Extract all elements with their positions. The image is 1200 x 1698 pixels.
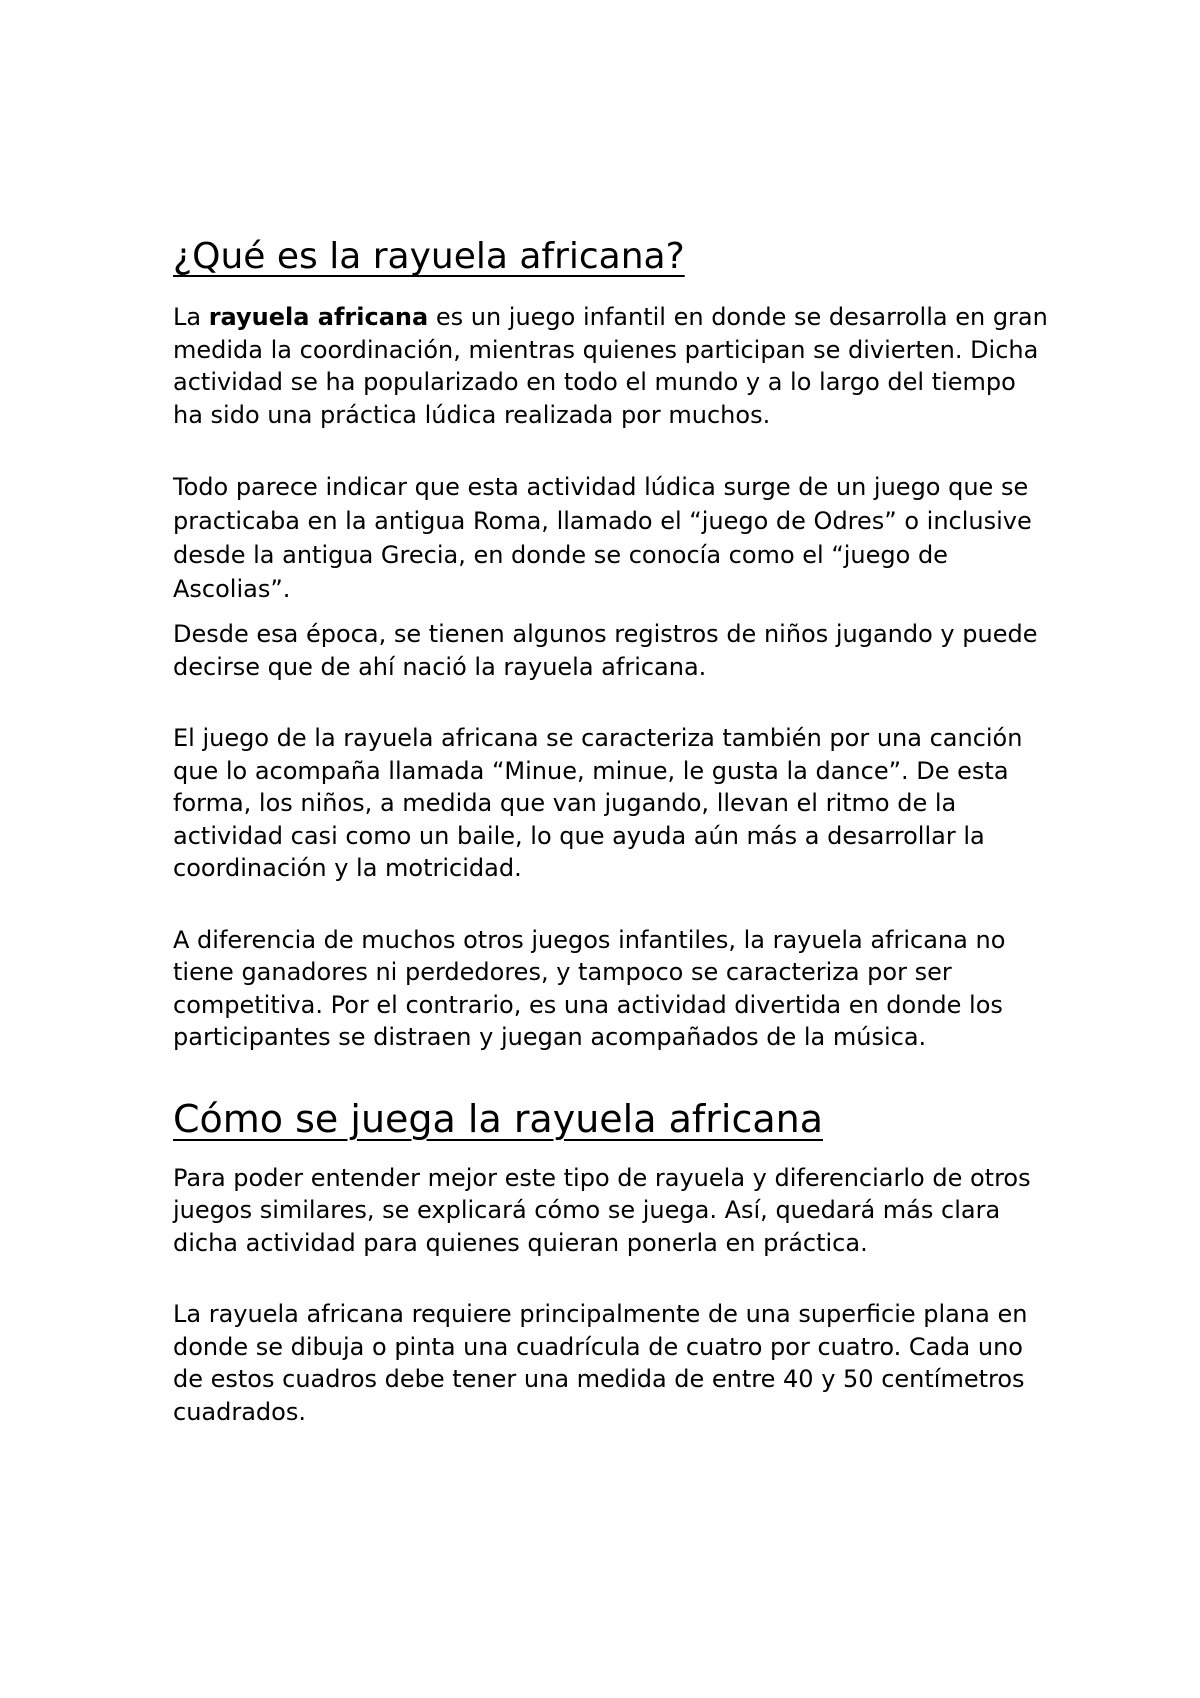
paragraph-intro-lead: La <box>173 303 209 331</box>
document-body <box>173 232 1053 1428</box>
heading-como-se-juega: Cómo se juega la rayuela africana <box>173 1096 823 1141</box>
paragraph-diferencia: A diferencia de muchos otros juegos infantiles, la rayuela africana no tiene ganadores ni perdedores, y tampoco se caracteriza por ser competitiva. Por el contrario, es una actividad divertida en donde los participantes se distraen y juegan acompañados de la música. <box>173 925 1006 1051</box>
paragraph-explicacion: Para poder entender mejor este tipo de rayuela y diferenciarlo de otros juegos similares, se explicará cómo se juega. Así, quedará más clara dicha actividad para quienes quieran ponerla en práctica. <box>173 1163 1031 1257</box>
term-rayuela-africana: rayuela africana <box>208 303 429 331</box>
paragraph-intro-rest: es un juego infantil en donde se desarrolla en gran medida la coordinación, mientras quienes participan se divierten. Dicha actividad se ha popularizado en todo el mundo y a lo largo del tiempo ha sido una práctica lúdica realizada por muchos. <box>173 303 1048 429</box>
paragraph-origen: Todo parece indicar que esta actividad lúdica surge de un juego que se practicaba en la antigua Roma, llamado el “juego de Odres” o inclusive desde la antigua Grecia, en donde se conocía como el “juego de Ascolias”. <box>173 473 1032 603</box>
paragraph-superficie: La rayuela africana requiere principalmente de una superficie plana en donde se dibuja o pinta una cuadrícula de cuatro por cuatro. Cada uno de estos cuadros debe tener una medida de entre 40 y 50 centímetros cuadrados. <box>173 1300 1028 1426</box>
paragraph-intro <box>173 301 1053 431</box>
paragraph-cancion: El juego de la rayuela africana se caracteriza también por una canción que lo acompaña llamada “Minue, minue, le gusta la dance”. De esta forma, los niños, a medida que van jugando, llevan el ritmo de la actividad casi como un baile, lo que ayuda aún más a desarrollar la coordinación y la motricidad. <box>173 724 1023 882</box>
heading-que-es: ¿Qué es la rayuela africana? <box>173 236 685 277</box>
paragraph-epoca: Desde esa época, se tienen algunos registros de niños jugando y puede decirse que de ahí nació la rayuela africana. <box>173 620 1038 681</box>
